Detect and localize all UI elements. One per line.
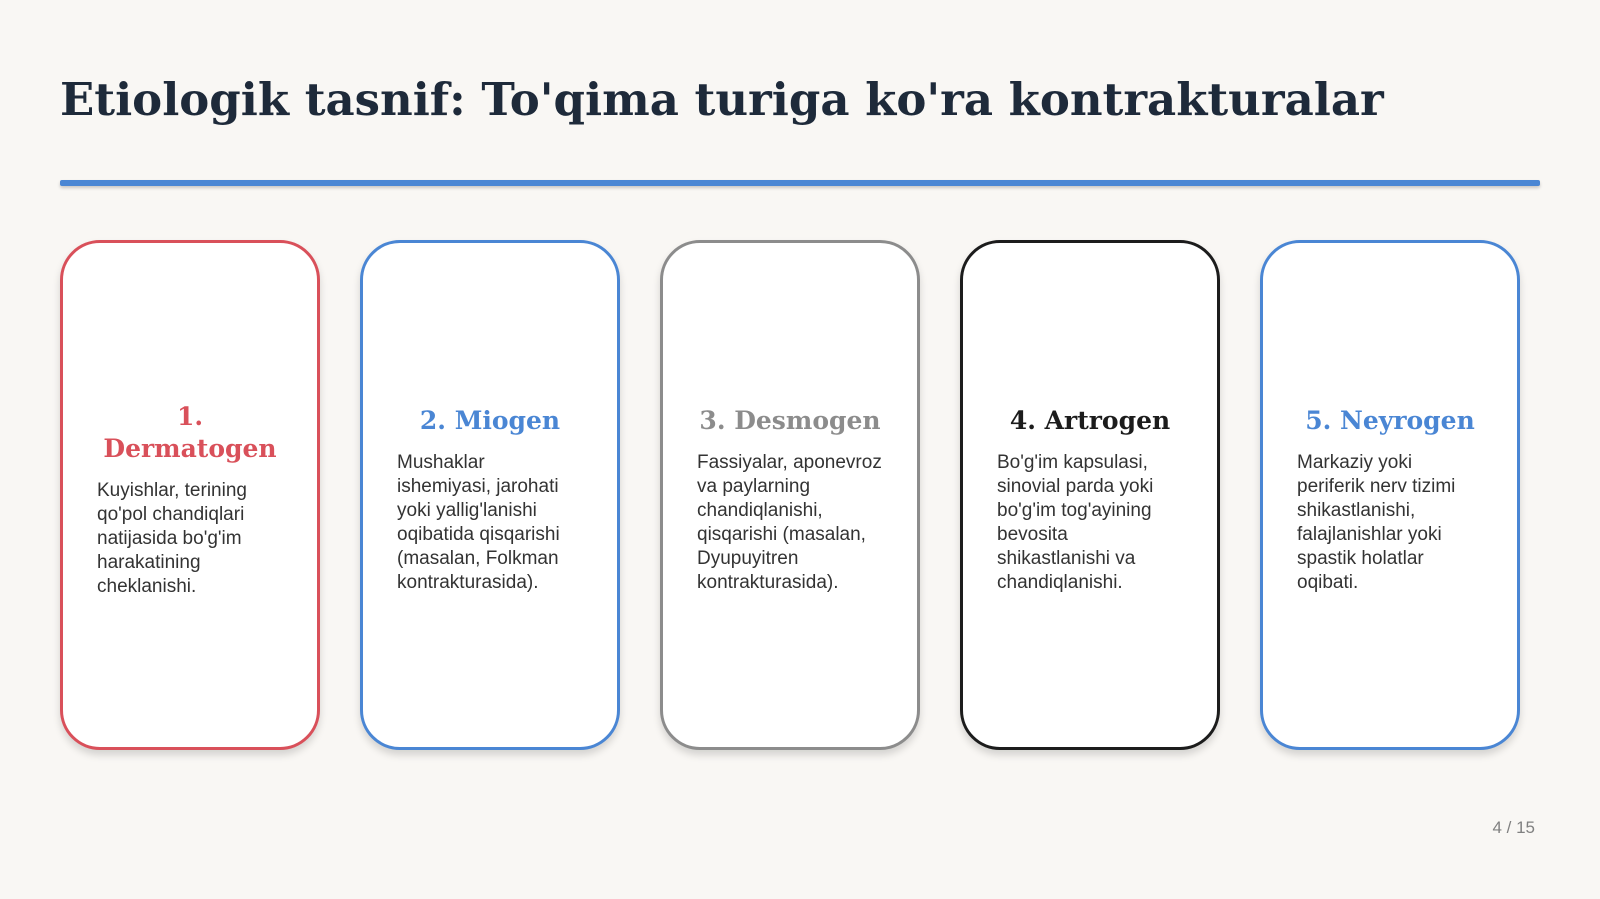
card-title: 2. Miogen bbox=[419, 406, 561, 435]
card-description: Fassiyalar, aponevroz va paylarning chandiqlanishi, qisqarishi (masalan, Dyupuyitren kontrakturasida). bbox=[697, 452, 882, 593]
slide-title: Etiologik tasnif: To'qima turiga ko'ra kontrakturalar bbox=[60, 73, 1384, 126]
page-number: 4 / 15 bbox=[1492, 818, 1535, 837]
card-row bbox=[60, 240, 1525, 755]
card-description: Bo'g'im kapsulasi, sinovial parda yoki bo'g'im tog'ayining bevosita shikastlanishi va chandiqlanishi. bbox=[997, 452, 1154, 593]
card-title: 5. Neyrogen bbox=[1305, 406, 1475, 435]
card-artrogen bbox=[960, 240, 1220, 750]
card-title: 3. Desmogen bbox=[699, 406, 881, 435]
card-miogen bbox=[360, 240, 620, 750]
card-neyrogen bbox=[1260, 240, 1520, 750]
card-title: 4. Artrogen bbox=[1009, 406, 1171, 435]
card-description: Mushaklar ishemiyasi, jarohati yoki yallig'lanishi oqibatida qisqarishi (masalan, Folkman kontrakturasida). bbox=[397, 452, 560, 593]
card-dermatogen bbox=[60, 240, 320, 750]
card-desmogen bbox=[660, 240, 920, 750]
card-title: 1. Dermatogen bbox=[103, 402, 277, 463]
card-description: Kuyishlar, terining qo'pol chandiqlari natijasida bo'g'im harakatining cheklanishi. bbox=[97, 480, 247, 597]
card-description: Markaziy yoki periferik nerv tizimi shikastlanishi, falajlanishlar yoki spastik holatlar oqibati. bbox=[1297, 452, 1456, 593]
title-divider bbox=[60, 180, 1540, 186]
